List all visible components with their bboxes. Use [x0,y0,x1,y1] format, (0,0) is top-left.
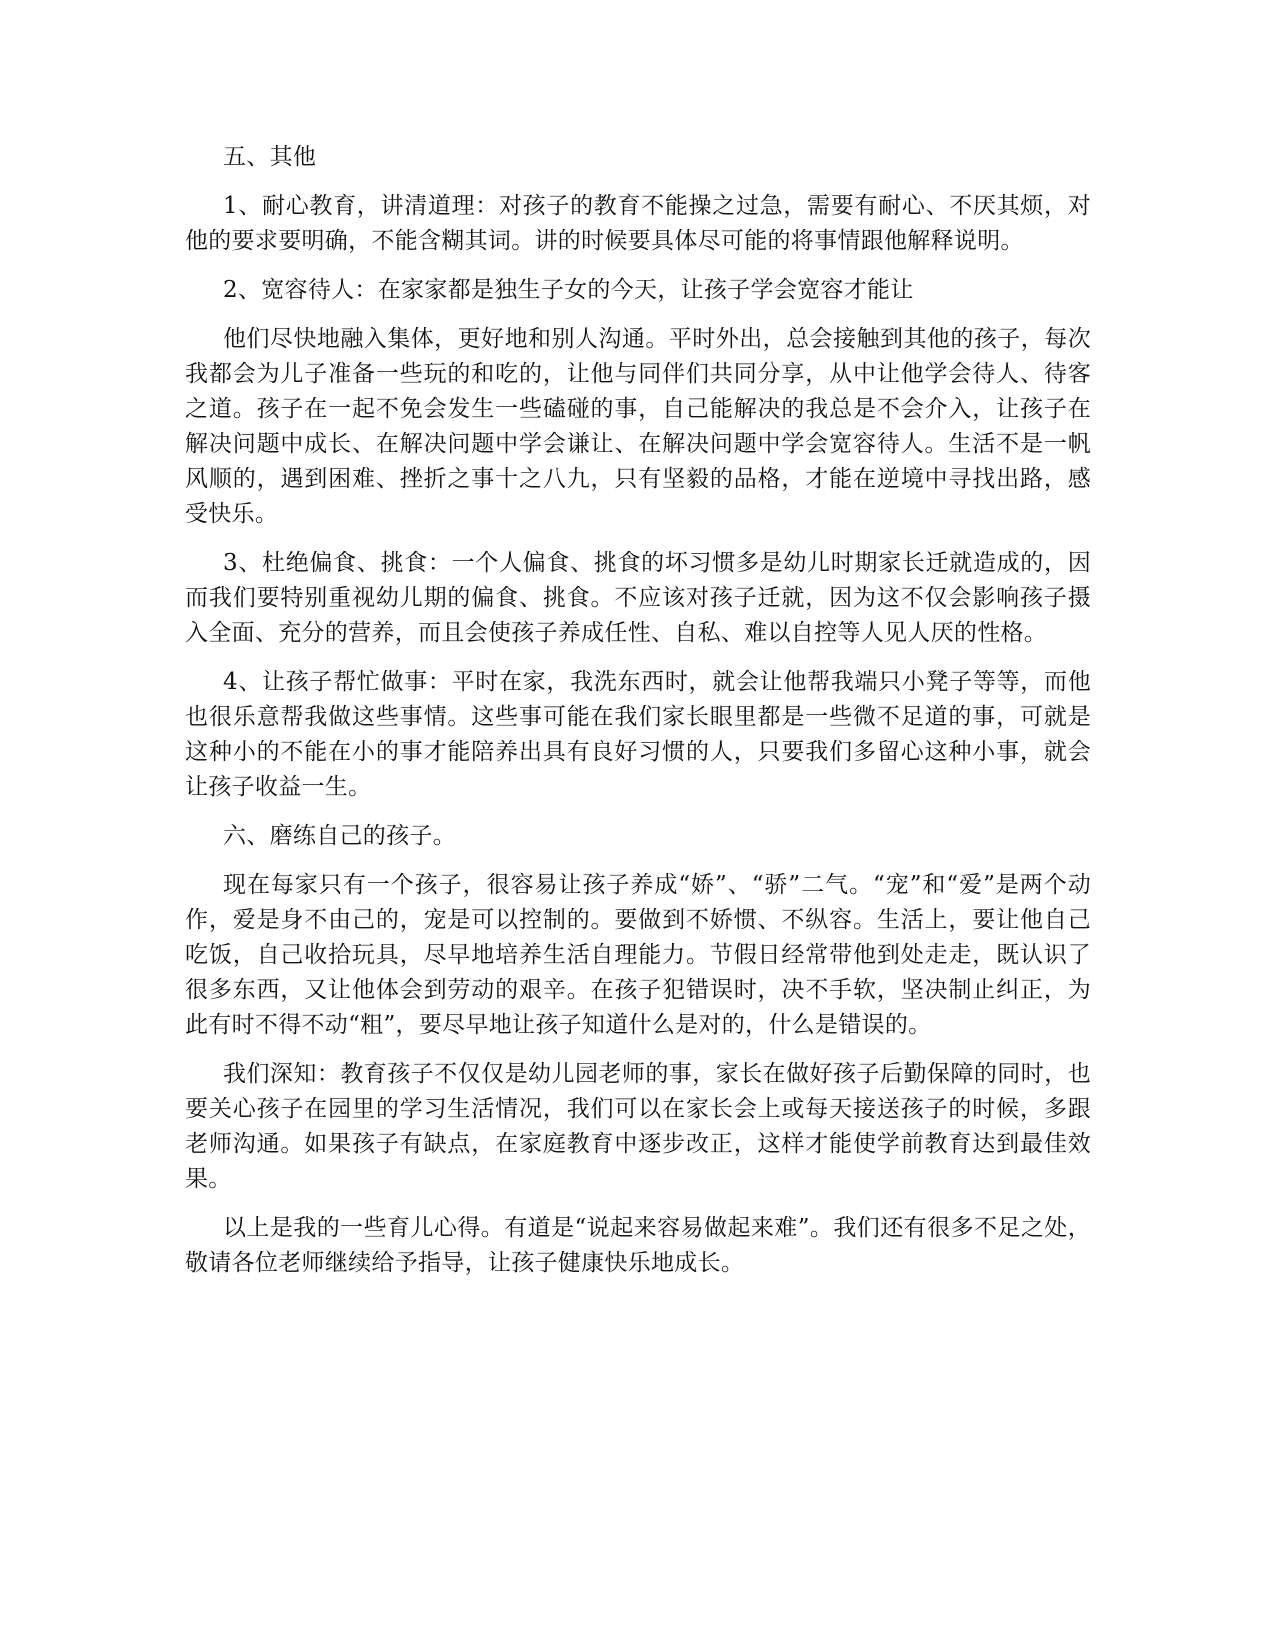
section-heading-other: 五、其他 [223,144,317,170]
paragraph-conclusion: 以上是我的一些育儿心得。有道是“说起来容易做起来难”。我们还有很多不足之处，敬请各位老师继续给予指导，让孩子健康快乐地成长。 [185,1215,1091,1276]
paragraph-patient-education: 1、耐心教育，讲清道理：对孩子的教育不能操之过急，需要有耐心、不厌其烦，对他的要求要明确，不能含糊其词。讲的时候要具体尽可能的将事情跟他解释说明。 [185,193,1091,254]
paragraph-no-spoiling: 现在每家只有一个孩子，很容易让孩子养成“娇”、“骄”二气。“宠”和“爱”是两个动作，爱是身不由己的，宠是可以控制的。要做到不娇惯、不纵容。生活上，要让他自己吃饭，自己收拾玩具，尽早地培养生活自理能力。节假日经常带他到处走走，既认识了很多东西，又让他体会到劳动的艰辛。在孩子犯错误时，决不手软，坚决制止纠正，为此有时不得不动“粗”，要尽早地让孩子知道什么是对的，什么是错误的。 [185,872,1091,1038]
section-heading-train-child: 六、磨练自己的孩子。 [223,823,456,849]
paragraph-tolerance-intro: 2、宽容待人：在家家都是独生子女的今天，让孩子学会宽容才能让 [223,277,914,303]
paragraph-helping-chores: 4、让孩子帮忙做事：平时在家，我洗东西时，就会让他帮我端只小凳子等等，而他也很乐意帮我做这些事情。这些事可能在我们家长眼里都是一些微不足道的事，可就是这种小的不能在小的事才能陪养出具有良好习惯的人，只要我们多留心这种小事，就会让孩子收益一生。 [185,669,1091,800]
paragraph-school-cooperation: 我们深知：教育孩子不仅仅是幼儿园老师的事，家长在做好孩子后勤保障的同时，也要关心孩子在园里的学习生活情况，我们可以在家长会上或每天接送孩子的时候，多跟老师沟通。如果孩子有缺点，在家庭教育中逐步改正，这样才能使学前教育达到最佳效果。 [185,1061,1091,1192]
paragraph-tolerance-body: 他们尽快地融入集体，更好地和别人沟通。平时外出，总会接触到其他的孩子，每次我都会为儿子准备一些玩的和吃的，让他与同伴们共同分享，从中让他学会待人、待客之道。孩子在一起不免会发生一些磕碰的事，自己能解决的我总是不会介入，让孩子在解决问题中成长、在解决问题中学会谦让、在解决问题中学会宽容待人。生活不是一帆风顺的，遇到困难、挫折之事十之八九，只有坚毅的品格，才能在逆境中寻找出路，感受快乐。 [185,326,1091,527]
paragraph-picky-eating: 3、杜绝偏食、挑食：一个人偏食、挑食的坏习惯多是幼儿时期家长迁就造成的，因而我们要特别重视幼儿期的偏食、挑食。不应该对孩子迁就，因为这不仅会影响孩子摄入全面、充分的营养，而且会使孩子养成任性、自私、难以自控等人见人厌的性格。 [185,550,1091,646]
document-body [185,140,1091,1295]
